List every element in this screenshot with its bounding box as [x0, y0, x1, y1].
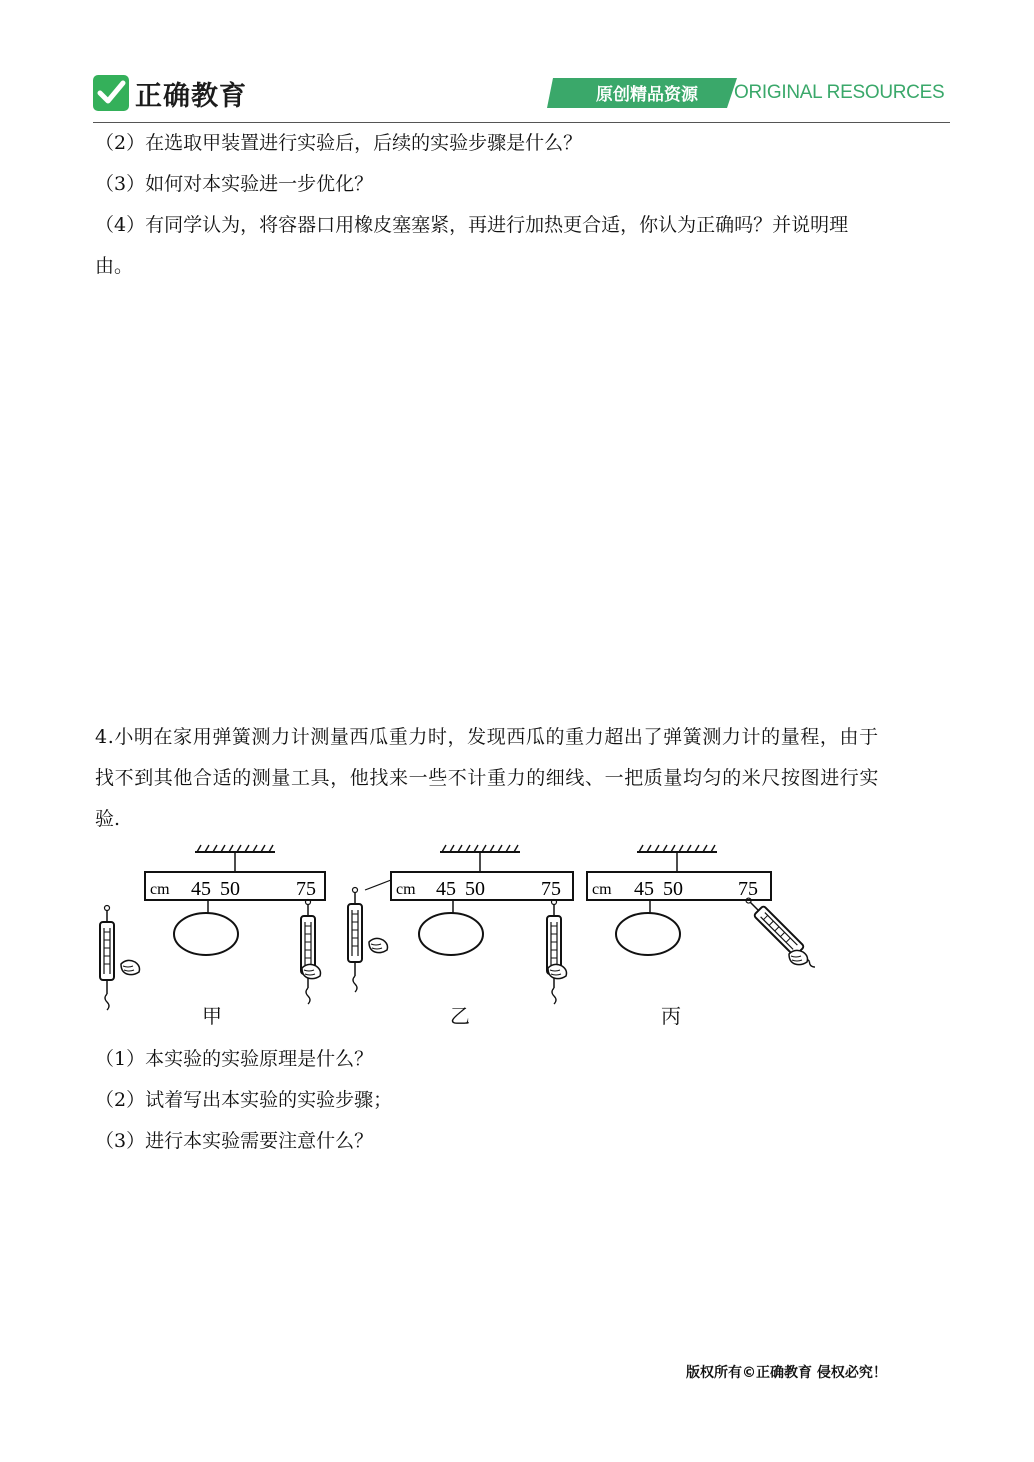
ruler-tick-45-jia: 45 — [191, 878, 211, 900]
page-header — [0, 0, 1034, 124]
ruler-tick-75-bing: 75 — [738, 878, 758, 900]
q4-text-line-1: 4.小明在家用弹簧测力计测量西瓜重力时，发现西瓜的重力超出了弹簧测力计的量程，由于 — [95, 726, 879, 748]
ruler-tick-50-yi: 50 — [465, 878, 485, 900]
question-line-4-cont: 由。 — [95, 255, 134, 277]
ruler-unit-yi: cm — [396, 881, 416, 898]
question-line-3: （3）如何对本实验进一步优化？ — [95, 173, 374, 195]
setup-yi — [348, 845, 573, 1004]
ruler-tick-45-yi: 45 — [436, 878, 456, 900]
q4-text-line-3: 验. — [95, 808, 121, 830]
ruler-tick-45-bing: 45 — [634, 878, 654, 900]
banner-english: ORIGINAL RESOURCES — [734, 82, 945, 103]
ruler-tick-75-jia: 75 — [296, 878, 316, 900]
subquestion-3: （3）进行本实验需要注意什么？ — [95, 1130, 374, 1152]
header-divider — [93, 122, 950, 123]
ruler-tick-50-bing: 50 — [663, 878, 683, 900]
experiment-figure — [95, 840, 815, 1025]
ruler-unit-bing: cm — [592, 881, 612, 898]
banner-label: 原创精品资源 — [596, 85, 698, 105]
check-icon — [93, 75, 129, 111]
watermelon-bing — [616, 913, 680, 955]
question-line-2: （2）在选取甲装置进行实验后，后续的实验步骤是什么？ — [95, 132, 583, 154]
setup-bing — [587, 845, 815, 978]
setup-jia — [100, 845, 325, 1010]
banner-slash — [716, 78, 734, 108]
question-line-4: （4）有同学认为，将容器口用橡皮塞塞紧，再进行加热更合适，你认为正确吗？并说明理 — [95, 214, 849, 236]
watermelon-yi — [419, 913, 483, 955]
q4-text-line-2: 找不到其他合适的测量工具，他找来一些不计重力的细线、一把质量均匀的米尺按图进行实 — [95, 767, 880, 789]
caption-bing: 丙 — [661, 1004, 681, 1028]
ruler-unit-jia: cm — [150, 881, 170, 898]
caption-jia: 甲 — [202, 1004, 222, 1028]
watermelon-jia — [174, 913, 238, 955]
logo-text: 正确教育 — [135, 80, 247, 112]
ruler-tick-75-yi: 75 — [541, 878, 561, 900]
ruler-tick-50-jia: 50 — [220, 878, 240, 900]
caption-yi: 乙 — [450, 1004, 470, 1028]
subquestion-1: （1）本实验的实验原理是什么？ — [95, 1048, 374, 1070]
copyright-footer: 版权所有©正确教育 侵权必究！ — [686, 1365, 887, 1381]
subquestion-2: （2）试着写出本实验的实验步骤； — [95, 1089, 393, 1111]
brand-logo — [93, 73, 247, 113]
